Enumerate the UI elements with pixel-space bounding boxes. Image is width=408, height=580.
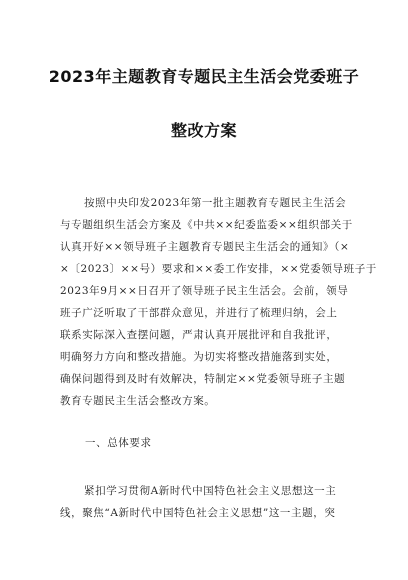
paragraph-2-line-1: 紧扣学习贯彻A新时代中国特色社会主义思想这一主	[84, 485, 337, 497]
document-title-line-2: 整改方案	[170, 121, 237, 140]
section-1-heading: 一、总体要求	[85, 437, 152, 449]
paragraph-1-line-7: 联系实际深入查摆问题，严肃认真开展批评和自我批评，	[60, 329, 338, 341]
paragraph-1-line-4: ×〔2023〕××号）要求和××委工作安排，××党委领导班子于	[60, 263, 377, 275]
paragraph-1-line-6: 班子广泛听取了干部群众意见，并进行了梳理归纳，会上	[60, 307, 338, 319]
paragraph-1-line-1: 按照中央印发2023年第一批主题教育专题民主生活会	[84, 197, 347, 209]
document-title-line-1: 2023年主题教育专题民主生活会党委班子	[48, 67, 360, 86]
paragraph-1-line-5: 2023年9月××日召开了领导班子民主生活会。会前，领导	[60, 285, 349, 297]
paragraph-1-line-2: 与专题组织生活会方案及《中共××纪委监委××组织部关于	[60, 219, 353, 231]
paragraph-1-line-8: 明确努力方向和整改措施。为切实将整改措施落到实处，	[60, 351, 338, 363]
paragraph-1-line-10: 教育专题民主生活会整改方案。	[60, 395, 216, 407]
paragraph-1-line-9: 确保问题得到及时有效解决，特制定××党委领导班子主题	[60, 373, 346, 385]
paragraph-2-line-2: 线，聚焦“A新时代中国特色社会主义思想”这一主题，突	[60, 507, 336, 519]
paragraph-1-line-3: 认真开好××领导班子主题教育专题民主生活会的通知》（×	[60, 241, 350, 253]
